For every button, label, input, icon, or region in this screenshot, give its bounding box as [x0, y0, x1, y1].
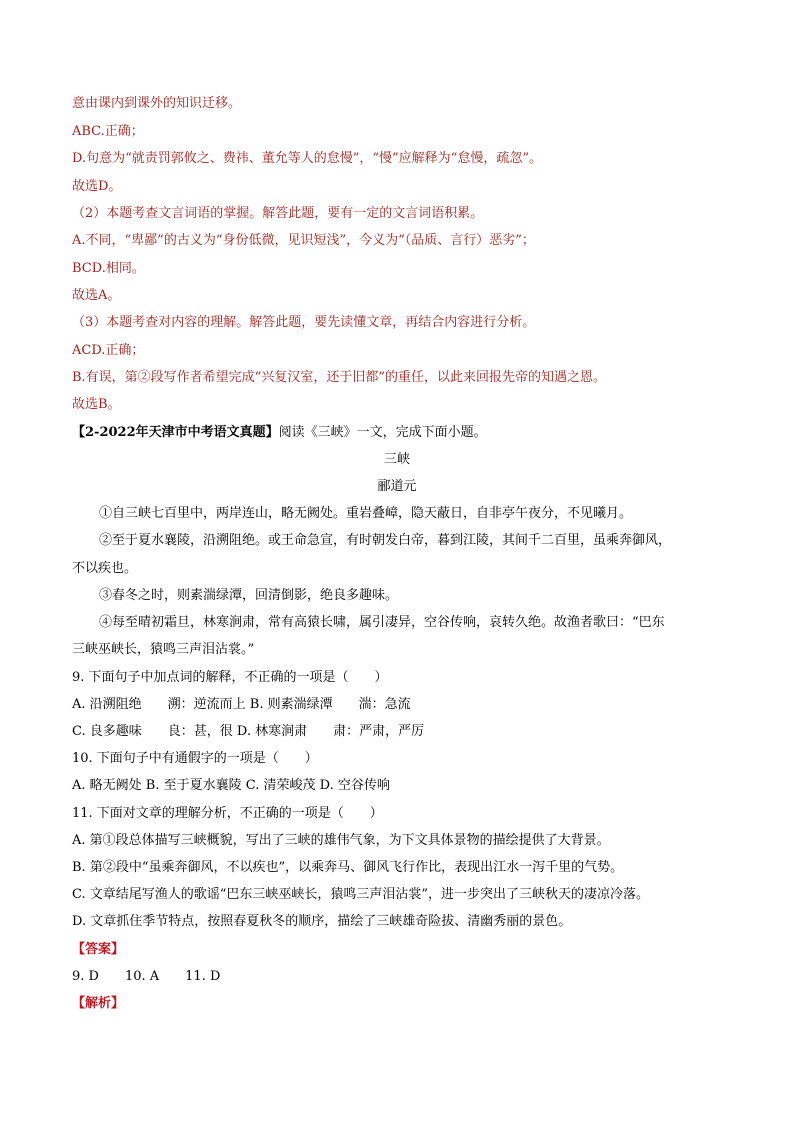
- explanation-line-3: D.句意为“就责罚郭攸之、费祎、董允等人的怠慢”，“慢”应解释为“怠慢，疏忽”。: [72, 151, 542, 166]
- question-11-option-a: A. 第①段总体描写三峡概貌，写出了三峡的雄伟气象，为下文具体景物的描绘提供了大背景。: [72, 833, 610, 848]
- question-11-stem: 11. 下面对文章的理解分析，不正确的一项是（ ）: [72, 806, 383, 821]
- question-11-option-c: C. 文章结尾写渔人的歌谣“巴东三峡巫峡长，猿鸣三声泪沾裳”，进一步突出了三峡秋天的凄凉冷落。: [72, 887, 650, 902]
- question-9-options-ab: A. 沿溯阻绝 溯：逆流而上 B. 则素湍绿潭 湍：急流: [72, 697, 411, 712]
- question-11-option-d: D. 文章抓住季节特点，按照春夏秋冬的顺序，描绘了三峡雄奇险拔、清幽秀丽的景色。: [72, 914, 572, 929]
- passage-paragraph-3: ③春冬之时，则素湍绿潭，回清倒影，绝良多趣味。: [99, 588, 399, 603]
- question-9-stem: 9. 下面句子中加点词的解释，不正确的一项是（ ）: [72, 670, 388, 685]
- question-instruction: 阅读《三峡》一文，完成下面小题。: [278, 425, 487, 440]
- explanation-line-1: 意由课内到课外的知识迁移。: [72, 96, 242, 111]
- question-10-stem: 10. 下面句子中有通假字的一项是（ ）: [72, 751, 318, 766]
- answer-values: 9. D 10. A 11. D: [72, 969, 221, 984]
- question-source-tag: 【2-2022年天津市中考语文真题】: [72, 425, 279, 440]
- explanation-line-6: A.不同，“卑鄙”的古义为“身份低微，见识短浅”，今义为“（品质、言行）恶劣”；: [72, 233, 535, 248]
- explanation-line-7: BCD.相同。: [72, 261, 145, 276]
- explanation-line-4: 故选D。: [72, 179, 122, 194]
- explanation-line-2: ABC.正确；: [72, 124, 144, 139]
- passage-paragraph-2-line-1: ②至于夏水襄陵，沿溯阻绝。或王命急宣，有时朝发白帝，暮到江陵，其间千二百里，虽乘奔御风，: [99, 533, 672, 548]
- explanation-line-9: （3）本题考查对内容的理解。解答此题，要先读懂文章，再结合内容进行分析。: [72, 315, 536, 330]
- answer-label: 【答案】: [72, 942, 125, 957]
- explanation-line-5: （2）本题考查文言词语的掌握。解答此题，要有一定的文言词语积累。: [72, 206, 484, 221]
- explanation-line-11: B.有误，第②段写作者希望完成“兴复汉室，还于旧都”的重任，以此来回报先帝的知遇之恩。: [72, 370, 606, 385]
- explanation-line-8: 故选A。: [72, 288, 121, 303]
- question-10-options: A. 略无阙处 B. 至于夏水襄陵 C. 清荣峻茂 D. 空谷传响: [72, 778, 390, 793]
- explanation-line-10: ACD.正确；: [72, 343, 145, 358]
- passage-author: 郦道元: [377, 479, 417, 494]
- analysis-label: 【解析】: [72, 996, 125, 1011]
- passage-paragraph-1: ①自三峡七百里中，两岸连山，略无阙处。重岩叠嶂，隐天蔽日，自非亭午夜分，不见曦月。: [99, 506, 633, 521]
- passage-paragraph-4-line-1: ④每至晴初霜旦，林寒涧肃，常有高猿长啸，属引凄异，空谷传响，哀转久绝。故渔者歌曰：“巴东: [99, 615, 665, 630]
- explanation-line-12: 故选B。: [72, 397, 121, 412]
- passage-paragraph-2-line-2: 不以疾也。: [72, 561, 138, 576]
- question-9-options-cd: C. 良多趣味 良：甚，很 D. 林寒涧肃 肃：严肃，严厉: [72, 724, 425, 739]
- question-header: [72, 423, 487, 443]
- passage-paragraph-4-line-2: 三峡巫峡长，猿鸣三声泪沾裳。”: [72, 642, 255, 657]
- question-11-option-b: B. 第②段中“虽乘奔御风，不以疾也”，以乘奔马、御风飞行作比，表现出江水一泻千里的气势。: [72, 860, 624, 875]
- passage-title: 三峡: [383, 452, 410, 467]
